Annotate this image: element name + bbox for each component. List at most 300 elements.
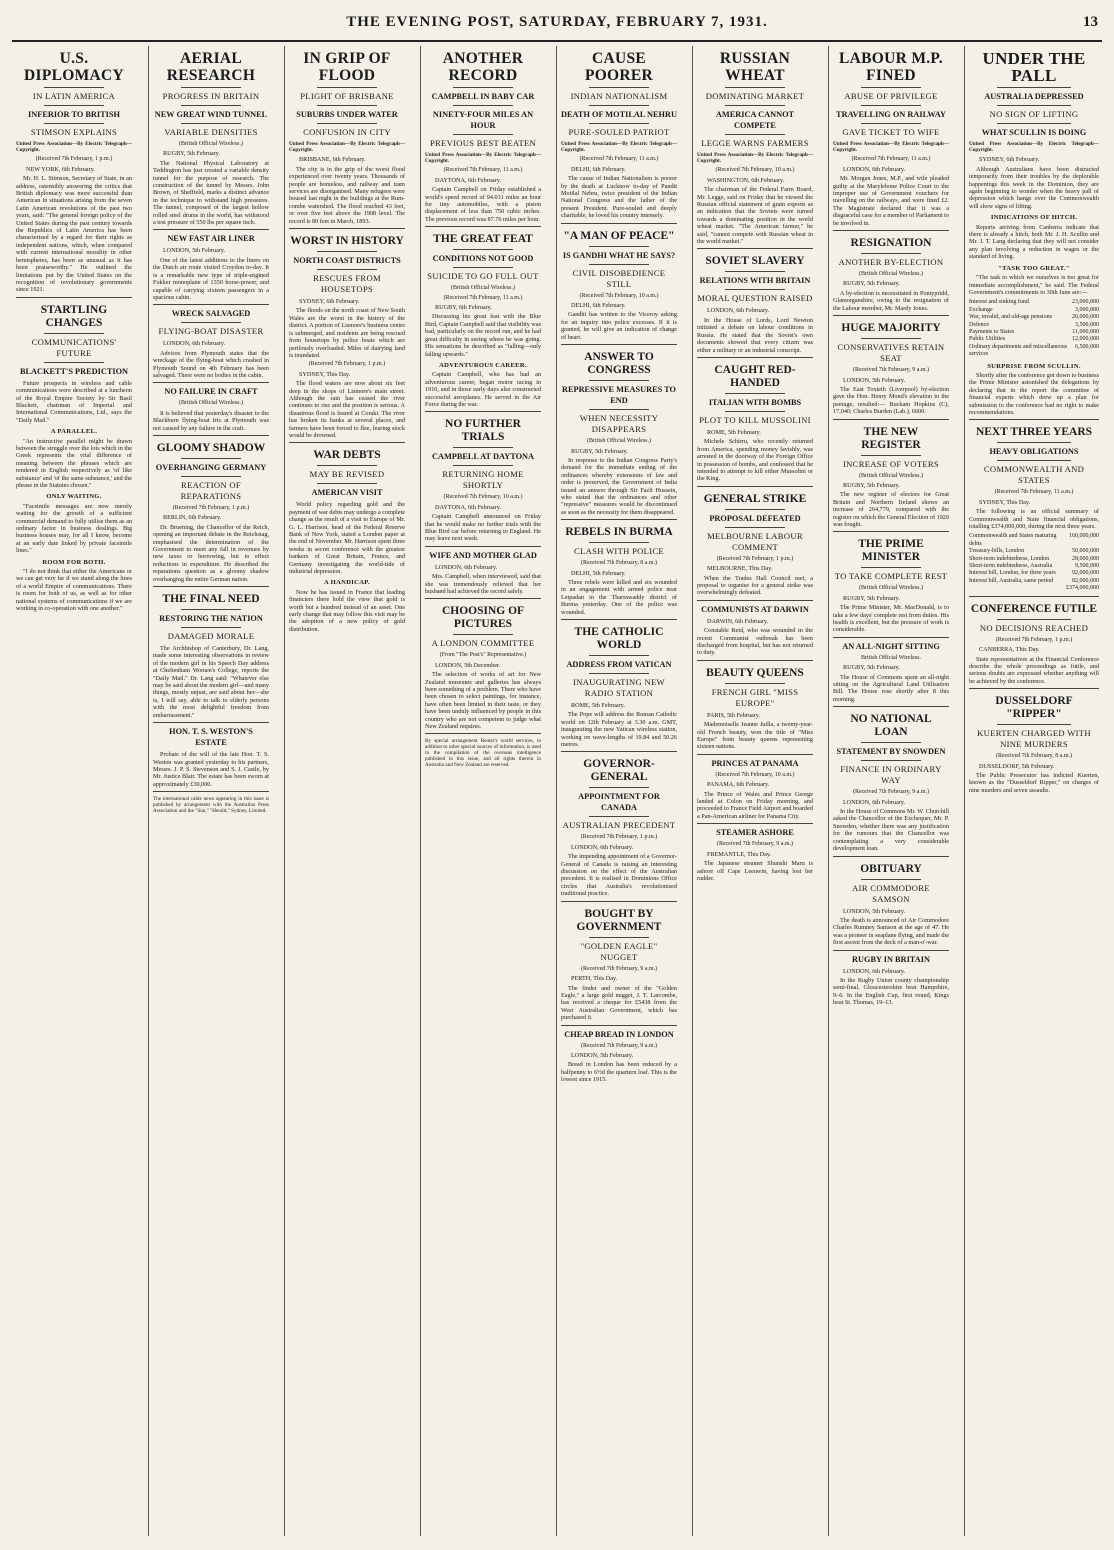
dateline: DUSSELDORF, 5th February. bbox=[979, 762, 1055, 770]
divider bbox=[997, 619, 1071, 620]
column-6 bbox=[692, 46, 817, 1536]
divider bbox=[725, 105, 785, 106]
article-text: The impending appointment of a Governor-General of Canada is raising an interesting discussion on the effect of the Australian precedent. It is realised in Dominions Office circles that Australia's revolutionised traditional practice. bbox=[561, 853, 677, 898]
divider bbox=[861, 760, 921, 761]
credit-line: British Official Wireless. bbox=[860, 654, 922, 661]
deck: AUSTRALIA DEPRESSED bbox=[984, 92, 1084, 101]
article-text: The Archbishop of Canterbury, Dr. Lang, made some interesting observations in review of the modern girl in his Speech Day address at Cheltenham Women's College, reports the "Daily Mail." Dr. Lang said: "Whatever else may be said about the modern girl—and many things, mostly unjust, are said about her—she is, I will say, able to talk to elderly persons with the most delightful freedom from embarrassment." bbox=[153, 645, 269, 719]
section-headline: WORST IN HISTORY bbox=[290, 235, 404, 248]
credit-line: United Press Association—By Electric Telegraph—Copyright. bbox=[969, 141, 1099, 154]
dateline: NEW YORK, 6th February. bbox=[26, 165, 95, 173]
deck: BLACKETT'S PREDICTION bbox=[19, 366, 129, 376]
dateline: LONDON, 5th February. bbox=[843, 376, 906, 384]
masthead bbox=[12, 14, 1102, 36]
deck: AMERICAN VISIT bbox=[311, 488, 383, 498]
deck: STIMSON EXPLAINS bbox=[30, 127, 118, 137]
deck: CLASH WITH POLICE bbox=[574, 546, 664, 557]
table-row: Short-term indebtedness, London 28,000,000 bbox=[969, 555, 1099, 562]
table-row: Interest bill, London, for three years 92,000,000 bbox=[969, 570, 1099, 577]
divider bbox=[317, 87, 377, 88]
article-text: Michele Schirru, who recently returned from America, spending money lavishly, was arrested in the doorway of the Foreign Office in possession of bombs, and confessed that he intended to attempt to kill either Mussolini or the King. bbox=[697, 438, 813, 483]
page-number: 13 bbox=[1083, 14, 1098, 30]
received-line: (Received 7th February, 1 p.m.) bbox=[716, 555, 794, 562]
divider bbox=[181, 123, 241, 124]
table-row: Public Utilities 12,000,000 bbox=[969, 336, 1099, 343]
divider bbox=[561, 1025, 677, 1026]
dateline: LONDON, 6th February. bbox=[163, 340, 226, 348]
dateline: RUGBY, 5th February. bbox=[163, 150, 220, 158]
subheading: A PARALLEL. bbox=[50, 428, 98, 436]
section-headline: THE PRIME MINISTER bbox=[858, 538, 924, 564]
deck: MAY BE REVISED bbox=[309, 469, 385, 480]
subheading: INDICATIONS OF HITCH. bbox=[990, 214, 1078, 222]
dateline: DELHI, 5th February. bbox=[571, 569, 626, 577]
section-headline: RUGBY IN BRITAIN bbox=[852, 954, 930, 964]
section-headline: NEXT THREE YEARS bbox=[975, 426, 1093, 439]
deck: INFERIOR TO BRITISH bbox=[28, 110, 120, 119]
article-text: The Pope will address the Roman Catholic world on 12th February at 3.30 a.m. GMT, inaugurating the new Vatican wireless station, working on wave-lengths of 19.84 and 50.26 metres. bbox=[561, 711, 677, 749]
divider bbox=[44, 105, 104, 106]
article-text: A by-election is necessitated in Pontypridd, Glamorganshire, owing to the resignation of the Labour member, Mr. Mardy Jones. bbox=[833, 289, 949, 312]
deck: DEATH OF MOTILAL NEHRU bbox=[561, 110, 677, 119]
masthead-rule bbox=[12, 40, 1102, 42]
dateline: SYDNEY, This Day. bbox=[979, 498, 1031, 506]
divider bbox=[969, 596, 1099, 597]
divider bbox=[589, 87, 649, 88]
obligations-table bbox=[969, 533, 1099, 592]
divider bbox=[697, 248, 813, 249]
article-text: Reports arriving from Canberra indicate that there is already a hitch, both Mr. J. H. Scullin and Mr. J. T. Lang declaring that they will not consider any plan involving a reduction in wages or the standard of living. bbox=[969, 223, 1099, 261]
section-headline: WAR DEBTS bbox=[313, 449, 381, 462]
article-text: The Public Prosecutor has indicted Kuerten, known as the "Dusseldorf Ripper," on charges of nine murders and seven assaults. bbox=[969, 771, 1099, 794]
section-headline: GLOOMY SHADOW bbox=[156, 441, 266, 454]
deck: CONFUSION IN CITY bbox=[303, 127, 391, 137]
divider bbox=[153, 435, 269, 436]
dateline: FREMANTLE, This Day. bbox=[707, 850, 772, 858]
divider bbox=[697, 357, 813, 358]
received-line: (Received 7th February, 9 a.m.) bbox=[852, 367, 930, 374]
section-headline: REBELS IN BURMA bbox=[565, 526, 673, 539]
deck: GAVE TICKET TO WIFE bbox=[842, 127, 940, 137]
section-headline: HON. T. S. WESTON'S ESTATE bbox=[169, 727, 253, 748]
section-headline: AN ALL-NIGHT SITTING bbox=[842, 641, 940, 651]
table-row: Payments to States 11,000,000 bbox=[969, 328, 1099, 335]
divider bbox=[181, 87, 241, 88]
table-row: Ordinary departments and miscellaneous services 6,500,000 bbox=[969, 343, 1099, 358]
deck: A LONDON COMMITTEE bbox=[431, 638, 535, 649]
table-total: £374,000,000 bbox=[1066, 585, 1099, 592]
deck: INDIAN NATIONALISM bbox=[570, 91, 668, 101]
deck: MELBOURNE LABOUR COMMENT bbox=[707, 530, 803, 552]
divider bbox=[589, 409, 649, 410]
table-row: Short-term indebtedness, Australia 9,500,000 bbox=[969, 563, 1099, 570]
section-headline: GOVERNOR-GENERAL bbox=[583, 758, 655, 784]
deck: CAMPBELL IN BABY CAR bbox=[431, 92, 535, 101]
received-line: (Received 7th February, 1 p.m.) bbox=[580, 834, 658, 841]
divider bbox=[833, 531, 949, 532]
divider bbox=[44, 362, 104, 363]
article-text: Mrs. Campbell, when interviewed, said that she was tremendously relieved that her husband had achieved the record safely. bbox=[425, 573, 541, 595]
divider bbox=[833, 315, 949, 316]
credit-line: (British Official Wireless.) bbox=[858, 585, 924, 592]
deck: LEGGE WARNS FARMERS bbox=[701, 138, 809, 148]
divider bbox=[181, 105, 241, 106]
section-headline: STARTLING CHANGES bbox=[40, 303, 108, 329]
deck: CONSERVATIVES RETAIN SEAT bbox=[837, 342, 945, 364]
divider bbox=[425, 546, 541, 547]
dateline: DELHI, 6th February. bbox=[571, 165, 626, 173]
divider bbox=[153, 304, 269, 305]
dateline: DARWIN, 6th February. bbox=[707, 617, 769, 625]
article-text: Discussing his great feat with the Blue Bird, Captain Campbell said that visibility was bad, particularly on the record run, and he had great difficulty in seeing where he was going. His sensations he described as "falling—only falling upwards." bbox=[425, 313, 542, 358]
section-headline: PRINCES AT PANAMA bbox=[711, 758, 799, 768]
divider bbox=[589, 816, 649, 817]
dateline: LONDON, 6th February. bbox=[707, 307, 770, 315]
subheading: ONLY WAITING. bbox=[46, 493, 102, 501]
received-line: (Received 7th February, 9 a.m.) bbox=[716, 841, 794, 848]
divider bbox=[589, 673, 649, 674]
received-line: (Received 7th February, 9 a.m.) bbox=[852, 789, 930, 796]
commitments-table bbox=[969, 299, 1099, 358]
dateline: RUGBY, 5th February. bbox=[843, 481, 900, 489]
deck: ABUSE OF PRIVILEGE bbox=[844, 91, 938, 101]
divider bbox=[181, 322, 241, 323]
article-text: It is believed that yesterday's disaster to the Blackburn flying-boat Iris at Plymouth was not caused by any failure in the craft. bbox=[153, 409, 269, 432]
column-5 bbox=[556, 46, 681, 1536]
divider bbox=[153, 586, 269, 587]
dateline: LONDON, 6th February. bbox=[843, 967, 906, 975]
deck: SUICIDE TO GO FULL OUT bbox=[427, 271, 539, 282]
divider bbox=[861, 455, 921, 456]
section-headline: THE NEW REGISTER bbox=[861, 425, 921, 451]
received-line: (Received 7th February, 1 p.m.) bbox=[995, 636, 1073, 643]
footnote: By special arrangement Reuter's world services, in addition to other special sources of information, is used in the compilation of the overseas intelligence published in this issue, and all rights therein in Australia and New Zealand are reserved. bbox=[425, 738, 541, 769]
credit-line: (British Official Wireless.) bbox=[178, 400, 244, 407]
article-text: Mr. H. L. Stimson, Secretary of State, in an address, ostensibly answering the critics that British diplomacy was more successful than American in situations arising from the seven Latin American revolutions of the past two years, said: "The general foreign policy of the United States during the past century towards the Republics of Latin America has been characterised by a regard for their rights as independent nations, which, when compared with current international morality in other hemispheres, has been as unusual as it has been praiseworthy." He outlined the limitations put by the United States on the recognition of revolutionary governments since 1921. bbox=[16, 175, 132, 294]
credit-line: United Press Association—By Electric Telegraph—Copyright. bbox=[833, 141, 949, 154]
credit-line: United Press Association—By Electric Telegraph—Copyright. bbox=[697, 152, 813, 165]
divider bbox=[725, 87, 785, 88]
divider bbox=[833, 419, 949, 420]
article-text: In response to the Indian Congress Party's demand for the immediate ending of the ordinances whereby extensions of law and order is preserved, the Government of India issued an answer through Sir Fazli Hussein, who stated that the ordinances and other "repressive" measures would be discontinued as soon as the necessity for them disappeared. bbox=[561, 456, 677, 516]
received-line: (Received 7th February, 10 a.m.) bbox=[715, 167, 795, 174]
divider bbox=[861, 879, 921, 880]
deck: CONDITIONS NOT GOOD bbox=[432, 254, 534, 264]
deck: ADDRESS FROM VATICAN bbox=[566, 660, 672, 669]
table-row: Defence 3,500,000 bbox=[969, 321, 1099, 328]
deck: MORAL QUESTION RAISED bbox=[697, 293, 813, 304]
section-headline: NO NATIONAL LOAN bbox=[850, 713, 932, 739]
headline: IN GRIP OF FLOOD bbox=[303, 50, 391, 84]
deck: RESCUES FROM HOUSETOPS bbox=[313, 273, 381, 295]
dateline: LONDON, 5th February. bbox=[843, 907, 906, 915]
deck: PLIGHT OF BRISBANE bbox=[300, 91, 394, 101]
received-line: (Received 7th February, 11 a.m.) bbox=[579, 156, 659, 163]
received-line: (Received 7th February, 11 a.m.) bbox=[994, 489, 1074, 496]
section-headline: WRECK SALVAGED bbox=[171, 309, 251, 319]
article-text: Bread in London has been reduced by a halfpenny to 6½d the quartern loaf. This is the lowest since 1915. bbox=[561, 1061, 677, 1084]
deck: RETURNING HOME SHORTLY bbox=[442, 469, 524, 491]
divider bbox=[833, 856, 949, 857]
received-line: (Received 7th February, 10 a.m.) bbox=[443, 494, 523, 501]
divider bbox=[997, 442, 1071, 443]
divider bbox=[589, 246, 649, 247]
divider bbox=[833, 706, 949, 707]
deck: PREVIOUS BEST BEATEN bbox=[429, 138, 537, 148]
table-row: Exchange 3,000,000 bbox=[969, 306, 1099, 313]
section-headline: THE FINAL NEED bbox=[162, 593, 260, 606]
article-text: The selection of works of art for New Zealand museums and galleries has always been something of a problem. There who have been chosen to select paintings, for instance, have often been limited in their taste, or they have been unduly influenced by people in this country who are not competent to judge what New Zealand requires. bbox=[425, 671, 541, 731]
dateline: DELHI, 6th February. bbox=[571, 302, 626, 310]
credit-line: (British Official Wireless.) bbox=[858, 271, 924, 278]
deck: NEW GREAT WIND TUNNEL bbox=[154, 110, 268, 119]
deck: CIVIL DISOBEDIENCE STILL bbox=[572, 267, 666, 289]
article-text: The chairman of the Federal Farm Board, Mr. Legge, said on Friday that he viewed the Russian official statement of grain exports as an indication that the Soviets were turned towards a dominating position in the world wheat market. "The American farmer," he said, "cannot compete with Russian wheat in the world market." bbox=[697, 186, 813, 246]
divider bbox=[425, 598, 541, 599]
deck: NO DECISIONS REACHED bbox=[979, 622, 1089, 633]
credit-line: (From "The Post's" Representative.) bbox=[439, 652, 527, 659]
article-text: Probate of the will of the late Hon. T. S. Weston was granted yesterday to his partners, Messrs. J. P. S. Stevenson and S. J. Castle, by Mr. Justice Blair. The estate has been sworn at approximately £30,000. bbox=[153, 751, 269, 788]
section-headline: BEAUTY QUEENS bbox=[706, 666, 804, 679]
section-headline: CHOOSING OF PICTURES bbox=[441, 605, 525, 631]
deck: NORTH COAST DISTRICTS bbox=[293, 256, 401, 266]
dateline: BERLIN, 6th February. bbox=[163, 514, 222, 522]
divider bbox=[997, 123, 1071, 124]
table-row: Commonwealth and States maturing debts 160,000,000 bbox=[969, 533, 1099, 547]
article-text: Captain Campbell on Friday established a world's speed record of 94.031 miles an hour for tiny automobiles, with a piston displacement of less than 750 cubic inches. The previous record was 87.76 miles per hour. bbox=[425, 186, 541, 223]
section-headline: BOUGHT BY GOVERNMENT bbox=[576, 907, 662, 933]
article-text: Advices from Plymouth states that the wreckage of the flying-boat which crashed in Plymouth Sound on 4th February has been salvaged. There were no bodies in the cabin. bbox=[153, 349, 269, 379]
section-headline: DUSSELDORF "RIPPER" bbox=[995, 695, 1073, 721]
article-text: Future prospects in wireless and cable communications were described at a luncheon of the Royal Empire Society by Sir Basil Blackett, chairman of Imperial and International Communications, Ltd., says the "Daily Mail." bbox=[16, 379, 132, 424]
received-line: (Received 7th February, 10 a.m.) bbox=[715, 771, 795, 778]
divider bbox=[561, 344, 677, 345]
divider bbox=[725, 411, 785, 412]
article-text: Dr. Bruening, the Chancellor of the Reich, opening an important debate in the Reichstag, emphasised the determination of the Government to meet any fall in revenues by new taxes or borrowing, but to effect reductions in expenditure. He described the reparations question as a gloomy shadow overhanging the entire German nation. bbox=[153, 523, 269, 583]
headline: ANOTHER RECORD bbox=[442, 50, 524, 84]
divider bbox=[589, 937, 649, 938]
received-line: (Received 7th February, 10 a.m.) bbox=[579, 292, 659, 299]
deck: TO TAKE COMPLETE REST bbox=[834, 571, 948, 582]
divider bbox=[153, 382, 269, 383]
divider bbox=[997, 460, 1071, 461]
article-text: World policy regarding gold and the payment of war debts may undergo a complete change as the result of a visit to Europe of Mr. G. L. Harrison, head of the Federal Reserve Bank of New York, stated a London paper at the end of November. Mr. Harrison spent three weeks in secret conference with the greatest bankers of Great Britain, France, and Germany investigating the world-tide of industrial depression. bbox=[289, 501, 405, 576]
divider bbox=[181, 609, 241, 610]
deck: PROGRESS IN BRITAIN bbox=[162, 91, 260, 101]
deck: IS GANDHI WHAT HE SAYS? bbox=[562, 250, 676, 260]
table-row: Interest bill, Australia, same period 82,000,000 bbox=[969, 577, 1099, 584]
deck: NO SIGN OF LIFTING bbox=[989, 109, 1079, 119]
dateline: CANBERRA, This Day. bbox=[979, 646, 1040, 654]
section-headline: RESIGNATION bbox=[850, 237, 932, 250]
divider bbox=[861, 105, 921, 106]
divider bbox=[425, 733, 541, 734]
article-text: The East Toxteth (Liverpool) by-election gave the Hon. Henry Mond's elevation to the peerage, resulted:— Buckam Hopkins (C), 17,040; Charles Burden (Lab.), 6600. bbox=[833, 385, 949, 416]
column-7 bbox=[828, 46, 953, 1536]
divider bbox=[997, 724, 1071, 725]
divider bbox=[561, 519, 677, 520]
dateline: SYDNEY, This Day. bbox=[299, 370, 351, 378]
divider bbox=[589, 264, 649, 265]
section-headline: STEAMER ASHORE bbox=[716, 828, 794, 838]
deck: "GOLDEN EAGLE" NUGGET bbox=[580, 940, 658, 962]
dateline: MELBOURNE, This Day. bbox=[707, 565, 773, 573]
deck: FRENCH GIRL "MISS EUROPE" bbox=[711, 686, 799, 708]
dateline: LONDON, 6th February. bbox=[435, 563, 498, 571]
received-line: (Received 7th February, 8 a.m.) bbox=[995, 753, 1073, 760]
divider bbox=[589, 787, 649, 788]
article-text: In the House of Commons Mr. W. Churchill asked the Chancellor of the Exchequer, Mr. P. Snowden, whether there was any justification for the rumours that the Chancellor was contemplating a very considerable development loan. bbox=[833, 808, 949, 853]
section-headline: SOVIET SLAVERY bbox=[705, 255, 805, 268]
divider bbox=[833, 230, 949, 231]
deck: ITALIAN WITH BOMBS bbox=[708, 397, 802, 407]
divider bbox=[16, 297, 132, 298]
dateline: LONDON, 5th December. bbox=[435, 661, 501, 669]
divider bbox=[453, 634, 513, 635]
credit-line: United Press Association—By Electric Telegraph—Copyright. bbox=[16, 141, 132, 154]
article-text: Three rebels were killed and six wounded in an engagement with armed police near Letpadan in the Tharrawaddy district of Burma yesterday. One of the police was wounded. bbox=[561, 578, 677, 616]
divider bbox=[725, 271, 785, 272]
article-text: State representatives at the Financial Conference describe the whole proceedings as futile, and serious doubts are expressed whether anything will be achieved by the conference. bbox=[969, 655, 1099, 685]
section-headline: CHEAP BREAD IN LONDON bbox=[564, 1029, 674, 1039]
dateline: RUGBY, 5th February. bbox=[843, 594, 900, 602]
dateline: PERTH, This Day. bbox=[571, 975, 618, 983]
divider bbox=[561, 751, 677, 752]
divider bbox=[833, 637, 949, 638]
divider bbox=[181, 627, 241, 628]
received-line: (Received 7th February, 9 a.m.) bbox=[580, 965, 658, 972]
divider bbox=[44, 333, 104, 334]
received-line: (Received 7th February, 11 a.m.) bbox=[443, 167, 523, 174]
column-3 bbox=[284, 46, 409, 1536]
section-headline: HUGE MAJORITY bbox=[841, 322, 941, 335]
divider bbox=[561, 901, 677, 902]
divider bbox=[153, 229, 269, 230]
deck: INAUGURATING NEW RADIO STATION bbox=[573, 677, 665, 698]
deck: AMERICA CANNOT COMPETE bbox=[715, 110, 795, 130]
divider bbox=[697, 823, 813, 824]
credit-line: United Press Association—By Electric Telegraph—Copyright. bbox=[561, 141, 677, 154]
dateline: PARIS, 5th February. bbox=[707, 711, 760, 719]
section-headline: COMMUNISTS AT DARWIN bbox=[701, 604, 809, 614]
divider bbox=[589, 655, 649, 656]
article-text: When the Trades Hall Council met, a proposal to organise for a general strike was overwhelmingly defeated. bbox=[697, 574, 813, 597]
article-text: "Facsimile messages are now merely waiting for the growth of a sufficient commercial demand to fully utilise them as an ordinary factor in business dealings. Big business houses may, for all I know, become at an early date linked by private facsimile lines." bbox=[16, 502, 132, 555]
divider bbox=[425, 411, 541, 412]
dateline: SYDNEY, 6th February. bbox=[299, 298, 360, 306]
divider bbox=[725, 289, 785, 290]
deck: REPRESSIVE MEASURES TO END bbox=[561, 385, 677, 406]
section-headline: GENERAL STRIKE bbox=[703, 492, 807, 505]
article-text: The city is in the grip of the worst flood experienced over twenty years. Thousands of people are homeless, and railway and tram services are disorganised. Many refugees were housed last night in the buildings at the Rum-combe watershed. The flood reached 43 feet, or over five feet above the 1908 level. The record is 80 feet in March, 1893. bbox=[289, 165, 405, 225]
dateline: LONDON, 6th February. bbox=[843, 798, 906, 806]
divider bbox=[997, 87, 1071, 88]
article-text: The House of Commons spent an all-night sitting on the Agricultural Land Utilisation Bill. The House rose shortly after 8 this morning. bbox=[833, 673, 949, 703]
deck: DAMAGED MORALE bbox=[167, 631, 255, 642]
article-text: Shortly after the conference got down to business the Prime Minister astonished the delegations by declaring that in the report the committee of financial experts which drew up a plan for submission to the conference had no right to make recommendations. bbox=[969, 371, 1099, 416]
dateline: LONDON, 5th February. bbox=[163, 247, 226, 255]
section-headline: THE CATHOLIC WORLD bbox=[574, 626, 664, 651]
divider bbox=[725, 527, 785, 528]
deck: DOMINATING MARKET bbox=[705, 91, 805, 101]
dateline: LONDON, 6th February. bbox=[571, 843, 634, 851]
divider bbox=[317, 465, 377, 466]
divider bbox=[561, 619, 677, 620]
column-4 bbox=[420, 46, 545, 1536]
divider bbox=[317, 105, 377, 106]
dateline: RUGBY, 5th February. bbox=[571, 447, 628, 455]
divider bbox=[697, 600, 813, 601]
divider bbox=[861, 338, 921, 339]
article-text: Although Australians have been distracted temporarily from their troubles by the deplorable happenings this week in the Dominion, they are again beginning to wonder when the heavy pall of depression which hangs over the Commonwealth will show signs of lifting. bbox=[969, 165, 1099, 210]
dateline: SYDNEY, 6th February. bbox=[979, 156, 1040, 164]
subheading: ADVENTUROUS CAREER. bbox=[439, 361, 527, 369]
divider bbox=[153, 722, 269, 723]
received-line: (Received 7th February, 9 a.m.) bbox=[580, 1042, 658, 1049]
divider bbox=[861, 87, 921, 88]
deck: COMMUNICATIONS' FUTURE bbox=[31, 336, 117, 358]
received-line: (Received 7th February, 8 a.m.) bbox=[580, 560, 658, 567]
article-text: The Prince of Wales and Prince George landed at Colon on Friday morning, and proceeded to France Field Airport and boarded a Pan-American airliner for Panama City. bbox=[697, 790, 813, 820]
received-line: (Received 7th February, 11 a.m.) bbox=[443, 294, 523, 301]
headline: U.S. DIPLOMACY bbox=[24, 50, 124, 84]
dateline: DAYTONA, 6th February. bbox=[435, 503, 501, 511]
received-line: (Received 7th February, 1 p.m.) bbox=[172, 504, 250, 511]
divider bbox=[725, 134, 785, 135]
divider bbox=[453, 447, 513, 448]
article-text: The Prime Minister, Mr. MacDonald, is to take a few days' complete rest from duties. His health is excellent, but the pressure of work is considerable. bbox=[833, 604, 949, 634]
divider bbox=[44, 87, 104, 88]
divider bbox=[453, 87, 513, 88]
deck: WHEN NECESSITY DISAPPEARS bbox=[579, 413, 659, 435]
deck: PLOT TO KILL MUSSOLINI bbox=[699, 414, 811, 425]
dateline: RUGBY, 5th February. bbox=[843, 664, 900, 672]
divider bbox=[697, 754, 813, 755]
divider bbox=[725, 509, 785, 510]
credit-line: (British Official Wireless.) bbox=[450, 285, 516, 292]
section-headline: CAUGHT RED-HANDED bbox=[714, 363, 796, 389]
divider bbox=[969, 419, 1099, 420]
section-headline: NEW FAST AIR LINER bbox=[167, 234, 255, 244]
headline: RUSSIAN WHEAT bbox=[719, 50, 791, 84]
divider bbox=[44, 123, 104, 124]
divider bbox=[289, 228, 405, 229]
divider bbox=[861, 567, 921, 568]
deck: APPOINTMENT FOR CANADA bbox=[578, 792, 660, 813]
divider bbox=[561, 223, 677, 224]
subheading: "TASK TOO GREAT." bbox=[998, 264, 1070, 272]
article-text: The National Physical Laboratory at Teddington has just created a variable density tunnel for the purpose of research. The construction of the tunnel by Messrs. John Brown, of Sheffield, marks a distinct advance in the technique to withstand high pressures. The tunnel, composed of the largest hollow rolled steel drums in the world, has withstood a test pressure of 550 lbs per square inch. bbox=[153, 159, 269, 227]
article-text: "I do not think that either the Americans or we can get very far if we stand along the lines of a world Empire of communications. There is room for both of us, as well as for other national systems of communications if we are working in co-operation with one another." bbox=[16, 568, 132, 613]
deck: RELATIONS WITH BRITAIN bbox=[699, 276, 811, 286]
article-text: The cause of Indian Nationalism is poorer by the death at Lucknow to-day of Pandit Motilal Nehru, twice president of the Indian National Congress and the father of the present President. Pure-souled and deeply charitable, he loved his country intensely. bbox=[561, 175, 677, 220]
divider bbox=[317, 483, 377, 484]
deck: VARIABLE DENSITIES bbox=[164, 127, 258, 137]
divider bbox=[453, 134, 513, 135]
deck: RESTORING THE NATION bbox=[159, 614, 263, 624]
article-text: "The task to which we ourselves is too great for immediate accomplishment," he said. The Federal Government's commitments to 30th June are:— bbox=[969, 274, 1099, 296]
article-text: The finder and owner of the "Golden Eagle," a large gold nugget, J. T. Larcombe, has received a cheque for £5438 from the West Australian Government, which has purchased it. bbox=[561, 984, 677, 1022]
article-text: The flood waters are now about six feet deep in the shops of Lismore's main street. Although the rain has ceased the river continues to rise and the position is serious. A disastrous flood is feared at Coraki. The river has broken its banks at several places, and farmers have been forced to flee, fearing stock would be drowned. bbox=[289, 380, 405, 439]
dateline: RUGBY, 5th February. bbox=[843, 280, 900, 288]
deck: CAMPBELL AT DAYTONA bbox=[431, 452, 535, 462]
table-row: War, invalid, and old-age pensions 20,000,000 bbox=[969, 314, 1099, 321]
article-text: The death is announced of Air Commodore Charles Rumney Samson at the age of 47. He was a pioneer in seaplane flying, and made the first ascent from the deck of a man-o'-war. bbox=[833, 916, 949, 947]
credit-line: United Press Association—By Electric Telegraph—Copyright. bbox=[425, 152, 541, 165]
credit-line: (British Official Wireless.) bbox=[858, 472, 924, 479]
columns bbox=[12, 46, 1102, 1536]
divider bbox=[181, 476, 241, 477]
